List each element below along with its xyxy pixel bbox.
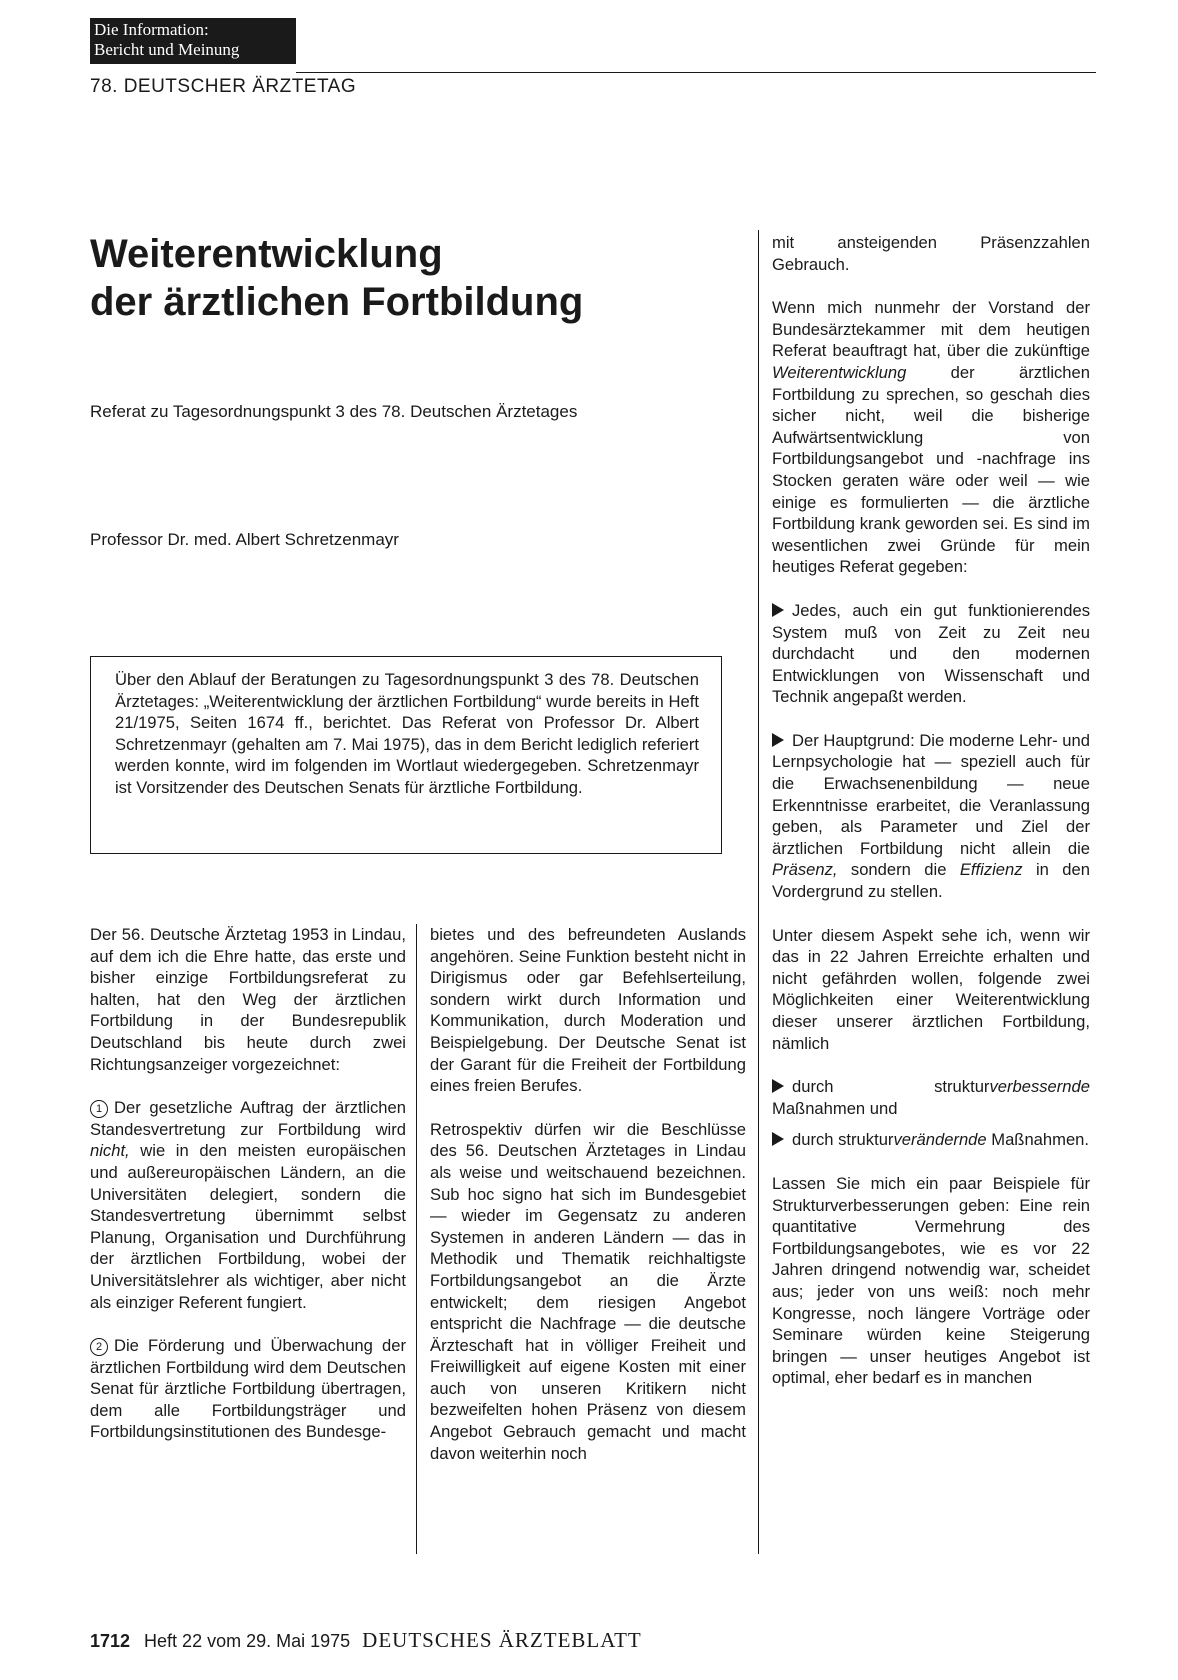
paragraph: Der 56. Deutsche Ärztetag 1953 in Lindau, auf dem ich die Ehre hatte, das erste und bisher einzige Fortbildungsreferat zu halten, hat den Weg der ärztlichen Fortbildung in der Bundesrepublik Deutschland bis heute durch zwei Richtungsanzeiger vorgezeichnet: (90, 925, 406, 1074)
rubric-line-2: Bericht und Meinung (94, 40, 240, 59)
article-subtitle: Referat zu Tagesordnungspunkt 3 des 78. Deutschen Ärztetages (90, 402, 578, 421)
section-heading: 78. DEUTSCHER ÄRZTETAG (90, 76, 357, 97)
editorial-note-box (90, 656, 722, 854)
issue-info: Heft 22 vom 29. Mai 1975 (144, 1631, 351, 1651)
triangle-bullet-icon (772, 1079, 784, 1093)
text-column-2 (430, 924, 746, 1464)
column-divider (758, 230, 759, 1554)
article-title (90, 230, 710, 326)
circled-number-2: 2 (90, 1338, 108, 1356)
paragraph: Der Hauptgrund: Die moderne Lehr- und Lernpsychologie hat — speziell auch für die Erwachsenenbildung — neue Erkenntnisse erarbeitet, die Veranlassung geben, als Parameter und Ziel der ärztlichen Fortbildung nicht allein die Präsenz, sondern die Effizienz in den Vordergrund zu stellen. (772, 730, 1090, 902)
paragraph: durch strukturverbessernde Maßnahmen und (772, 1077, 1090, 1118)
paragraph: Lassen Sie mich ein paar Beispiele für Strukturverbesserungen geben: Eine rein quantitative Vermehrung des Fortbildungsangebotes, wie es vor 22 Jahren dringend notwendig war, scheidet aus; jeder von uns weiß: noch mehr Kongresse, noch längere Vorträge oder Seminare würden keine Steigerung bringen — unser heutiges Angebot ist optimal, eher bedarf es in manchen (772, 1173, 1090, 1388)
paragraph: Unter diesem Aspekt sehe ich, wenn wir das in 22 Jahren Erreichte erhalten und nicht gefährden wollen, folgende zwei Möglichkeiten einer Weiterentwicklung dieser unserer ärztlichen Fortbildung, nämlich (772, 925, 1090, 1053)
triangle-bullet-icon (772, 733, 784, 747)
paragraph: bietes und des befreundeten Auslands angehören. Seine Funktion besteht nicht in Dirigismus oder gar Befehlserteilung, sondern wirkt durch Information und Kommunikation, durch Moderation und Beispielgebung. Der Deutsche Senat ist der Garant für die Freiheit der Fortbildung eines freien Berufes. (430, 925, 746, 1096)
paragraph: Retrospektiv dürfen wir die Beschlüsse des 56. Deutschen Ärztetages in Lindau als weise und weitschauend bezeichnen. Sub hoc signo hat sich im Bundesgebiet — wieder im Gegensatz zu anderen Systemen in anderen Ländern — das in Methodik und Thematik reichhaltigste Fortbildungsangebot an die Ärzte entwickelt; dem riesigen Angebot entspricht die Nachfrage — die deutsche Ärzteschaft hat in völliger Freiheit und Freiwilligkeit auf eigene Kosten mit einer auch von unseren Kritikern nicht bezweifelten hohen Präsenz von diesem Angebot Gebrauch gemacht und macht davon weiterhin noch (430, 1119, 746, 1463)
paragraph: Jedes, auch ein gut funktionierendes System muß von Zeit zu Zeit neu durchdacht und den modernen Entwicklungen von Wissenschaft und Technik angepaßt werden. (772, 600, 1090, 707)
magazine-name: DEUTSCHES ÄRZTEBLATT (362, 1628, 642, 1652)
title-line-2: der ärztlichen Fortbildung (90, 280, 584, 324)
rubric-line-1: Die Information: (94, 20, 209, 39)
paragraph: Wenn mich nunmehr der Vorstand der Bundesärztekammer mit dem heutigen Referat beauftragt hat, über die zukünftige Weiterentwicklung der ärztlichen Fortbildung zu sprechen, so geschah dies sicher nicht, weil die bisherige Aufwärtsentwicklung von Fortbildungsangebot und -nachfrage ins Stocken geraten wäre oder weil — wie einige es formulierten — die ärztliche Fortbildung krank geworden sei. Es sind im wesentlichen zwei Gründe für mein heutiges Referat gegeben: (772, 298, 1090, 577)
page-number: 1712 (90, 1631, 131, 1651)
rubric-label (90, 18, 296, 64)
circled-number-1: 1 (90, 1100, 108, 1118)
header-rule (296, 72, 1096, 73)
paragraph: durch strukturverändernde Maßnahmen. (772, 1129, 1090, 1151)
triangle-bullet-icon (772, 1132, 784, 1146)
column-divider (416, 924, 417, 1554)
paragraph: mit ansteigenden Präsenzzahlen Gebrauch. (772, 233, 1090, 274)
text-column-3 (772, 232, 1090, 1389)
paragraph: 1 Der gesetzliche Auftrag der ärztlichen Standesvertretung zur Fortbildung wird nicht, wie in den meisten europäischen und außereuropäischen Ländern, an die Universitäten delegiert, sondern die Standesvertretung übernimmt selbst Planung, Organisation und Durchführung der ärztlichen Fortbildung, wobei der Universitätslehrer als wichtiger, aber nicht als einziger Referent fungiert. (90, 1098, 406, 1312)
text-column-1 (90, 924, 406, 1443)
article-author: Professor Dr. med. Albert Schretzenmayr (90, 530, 399, 549)
triangle-bullet-icon (772, 603, 784, 617)
editorial-note-text: Über den Ablauf der Beratungen zu Tagesordnungspunkt 3 des 78. Deutschen Ärztetages: „Weiterentwicklung der ärztlichen Fortbildung“ wurde bereits in Heft 21/1975, Seiten 1674 ff., berichtet. Das Referat von Professor Dr. Albert Schretzenmayr (gehalten am 7. Mai 1975), das in dem Bericht lediglich referiert werden konnte, wird im folgenden im Wortlaut wiedergegeben. Schretzenmayr ist Vorsitzender des Deutschen Senats für ärztliche Fortbildung. (115, 670, 699, 797)
page-footer (90, 1628, 642, 1653)
paragraph: 2 Die Förderung und Überwachung der ärztlichen Fortbildung wird dem Deutschen Senat für ärztliche Fortbildung übertragen, dem alle Fortbildungsträger und Fortbildungsinstitutionen des Bundesge- (90, 1336, 406, 1442)
title-line-1: Weiterentwicklung (90, 232, 443, 276)
